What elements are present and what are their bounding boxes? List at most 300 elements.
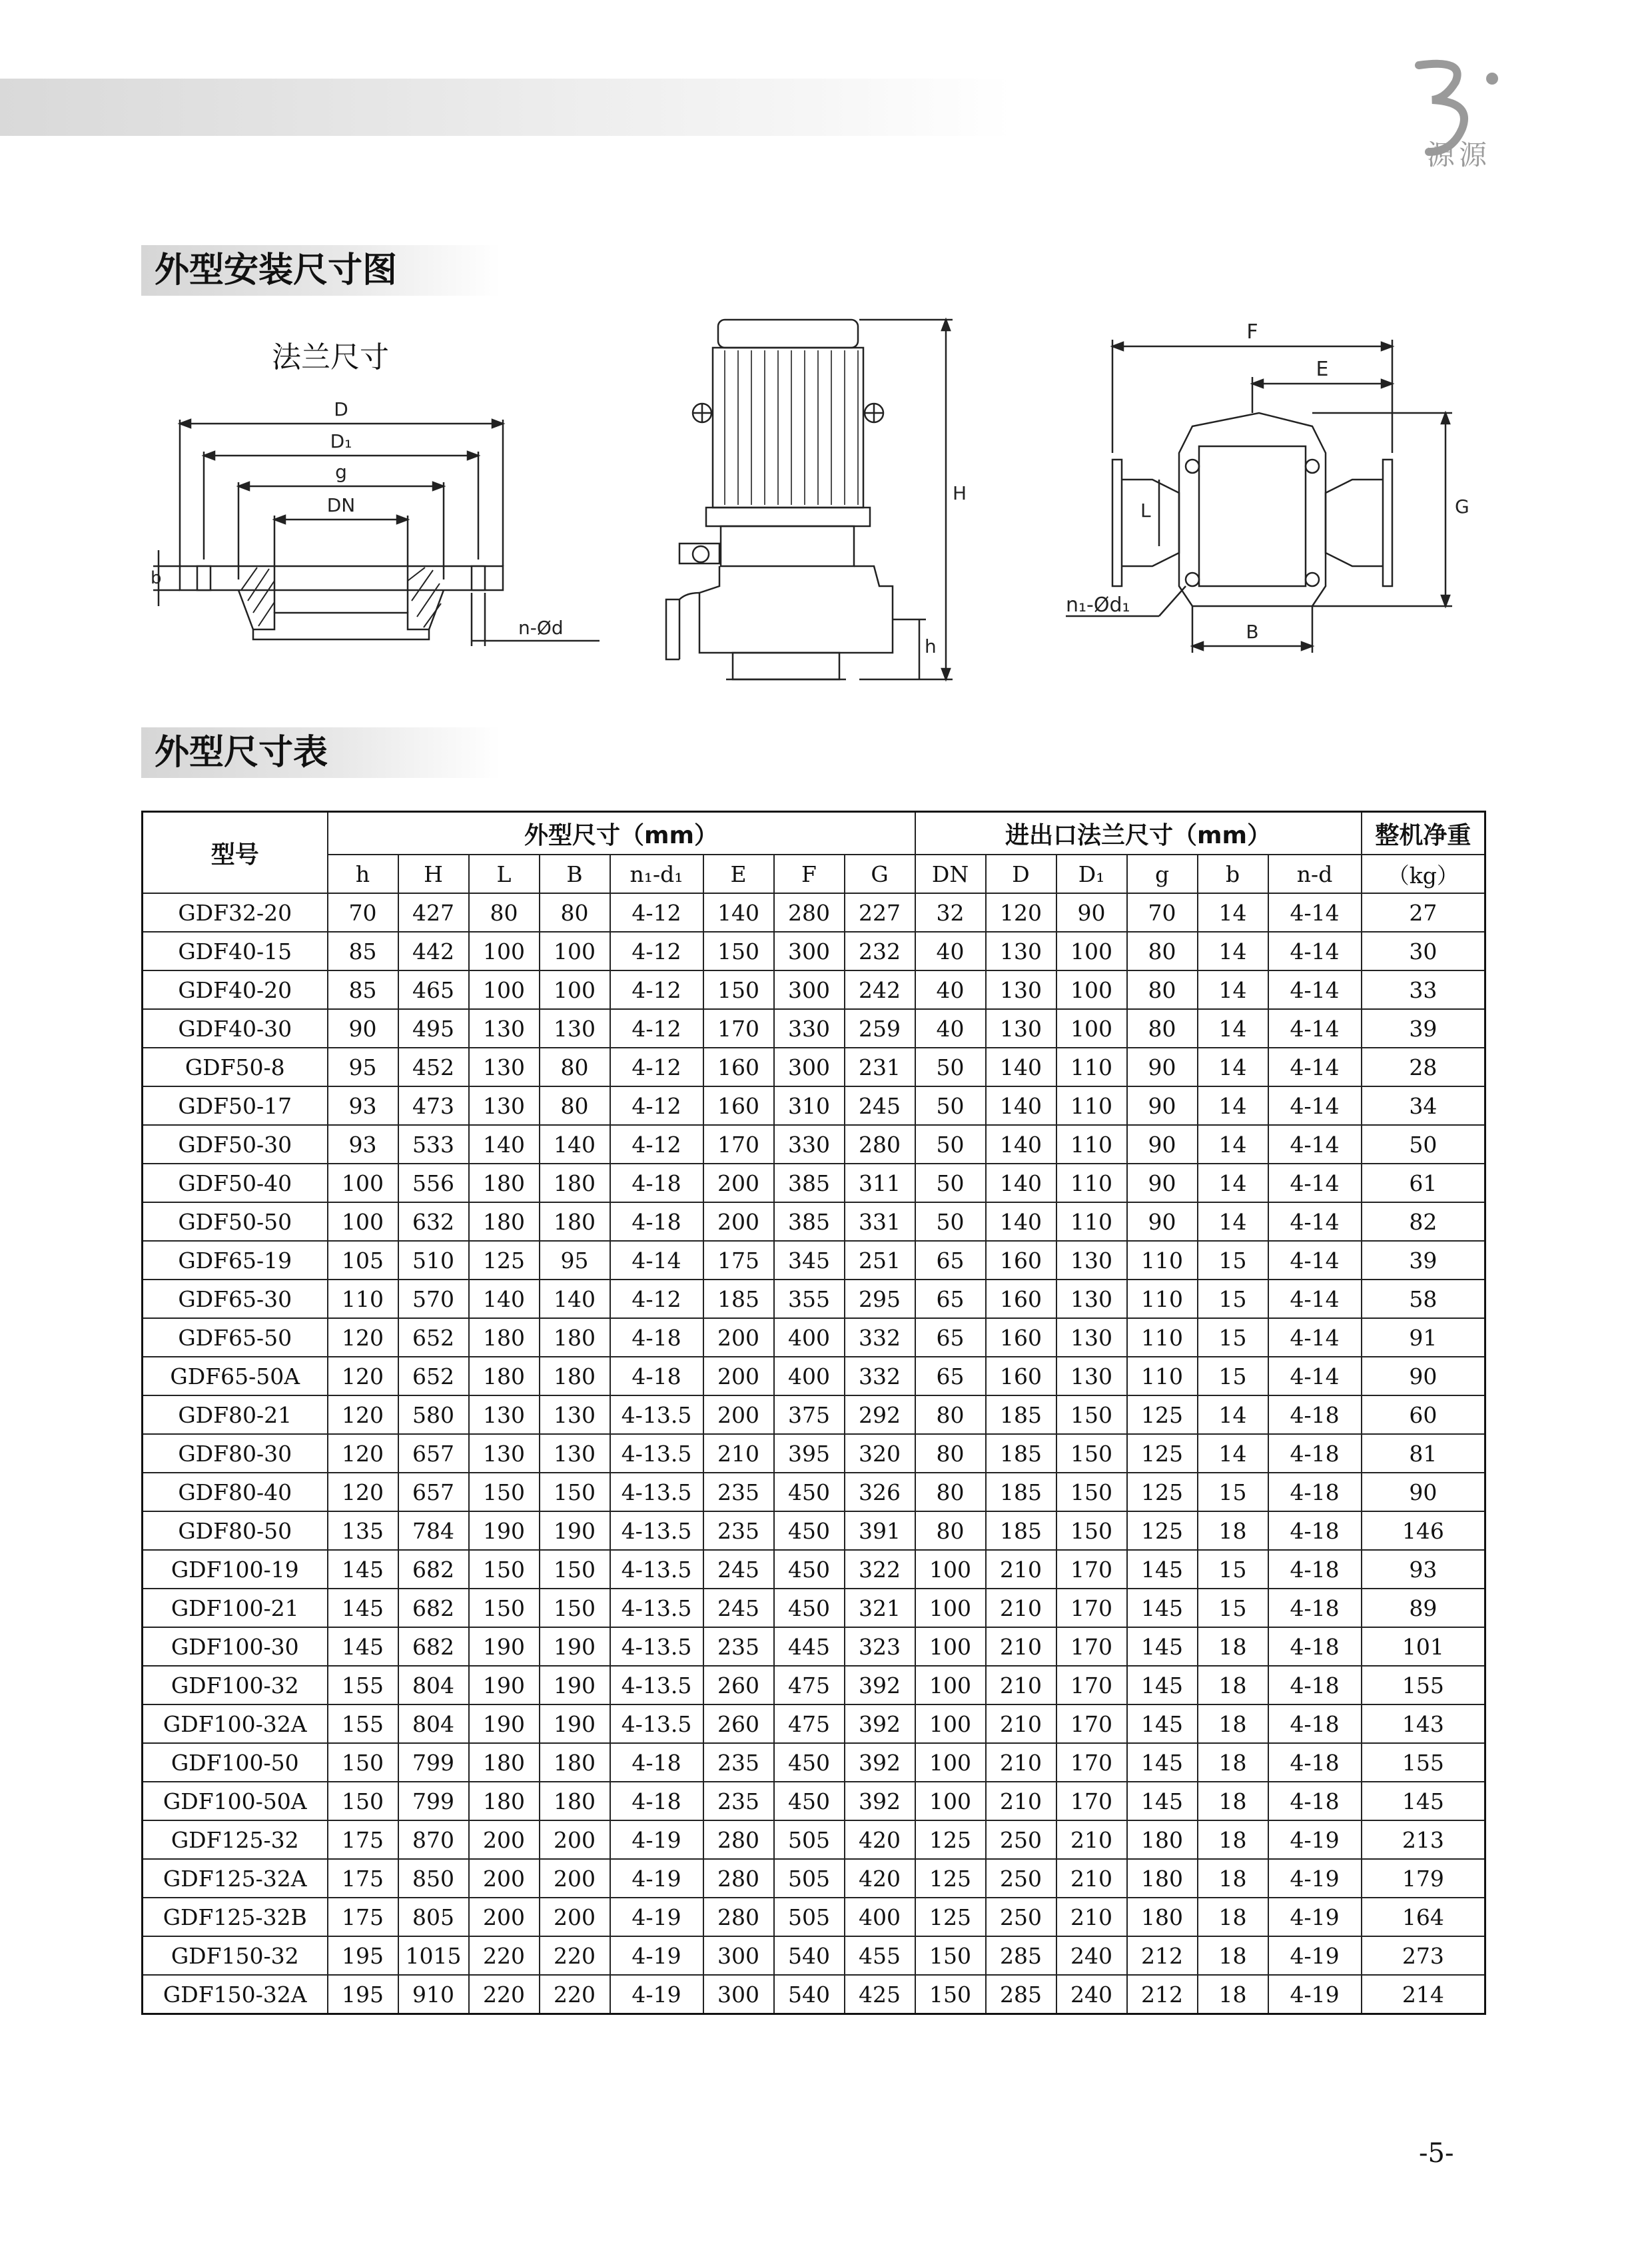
header-model: 型号 <box>143 812 328 894</box>
value-cell: 90 <box>1127 1202 1198 1241</box>
value-cell: 280 <box>845 1125 915 1164</box>
value-cell: 200 <box>703 1357 774 1395</box>
value-cell: 110 <box>1056 1164 1127 1202</box>
value-cell: 130 <box>540 1009 610 1048</box>
value-cell: 4-18 <box>1268 1511 1362 1550</box>
value-cell: 4-18 <box>1268 1743 1362 1782</box>
value-cell: 70 <box>328 893 398 932</box>
value-cell: 100 <box>1056 1009 1127 1048</box>
value-cell: 570 <box>398 1280 469 1318</box>
value-cell: 4-18 <box>1268 1589 1362 1627</box>
value-cell: 4-13.5 <box>610 1550 703 1589</box>
value-cell: 80 <box>540 1086 610 1125</box>
value-cell: 120 <box>328 1395 398 1434</box>
value-cell: 14 <box>1198 1202 1268 1241</box>
value-cell: 175 <box>328 1898 398 1936</box>
value-cell: 232 <box>845 932 915 970</box>
value-cell: 220 <box>469 1975 540 2014</box>
value-cell: 400 <box>845 1898 915 1936</box>
value-cell: 65 <box>915 1280 986 1318</box>
value-cell: 160 <box>986 1318 1056 1357</box>
flange-label-nd: n-Ød <box>518 617 564 639</box>
table-row <box>143 1086 1485 1125</box>
value-cell: 80 <box>915 1511 986 1550</box>
value-cell: 4-13.5 <box>610 1434 703 1473</box>
value-cell: 300 <box>774 970 845 1009</box>
value-cell: 4-14 <box>1268 1125 1362 1164</box>
value-cell: 4-13.5 <box>610 1511 703 1550</box>
value-cell: 250 <box>986 1898 1056 1936</box>
value-cell: 260 <box>703 1704 774 1743</box>
value-cell: 235 <box>703 1511 774 1550</box>
value-cell: 110 <box>1127 1280 1198 1318</box>
value-cell: 682 <box>398 1550 469 1589</box>
value-cell: 4-19 <box>610 1859 703 1898</box>
value-cell: 185 <box>986 1511 1056 1550</box>
value-cell: 130 <box>469 1395 540 1434</box>
value-cell: 27 <box>1362 893 1485 932</box>
value-cell: 250 <box>986 1820 1056 1859</box>
value-cell: 130 <box>986 1009 1056 1048</box>
value-cell: 110 <box>1127 1318 1198 1357</box>
value-cell: 452 <box>398 1048 469 1086</box>
value-cell: 50 <box>1362 1125 1485 1164</box>
value-cell: 100 <box>328 1164 398 1202</box>
value-cell: 180 <box>469 1357 540 1395</box>
value-cell: 34 <box>1362 1086 1485 1125</box>
value-cell: 110 <box>1056 1048 1127 1086</box>
value-cell: 200 <box>469 1898 540 1936</box>
value-cell: 450 <box>774 1589 845 1627</box>
value-cell: 395 <box>774 1434 845 1473</box>
value-cell: 150 <box>1056 1511 1127 1550</box>
value-cell: 4-13.5 <box>610 1704 703 1743</box>
value-cell: 18 <box>1198 1704 1268 1743</box>
value-cell: 110 <box>1056 1125 1127 1164</box>
value-cell: 15 <box>1198 1318 1268 1357</box>
value-cell: 50 <box>915 1125 986 1164</box>
value-cell: 150 <box>540 1473 610 1511</box>
value-cell: 323 <box>845 1627 915 1666</box>
model-cell: GDF150-32 <box>143 1936 328 1975</box>
col-n-d: n-d <box>1268 855 1362 893</box>
model-cell: GDF100-32 <box>143 1666 328 1704</box>
value-cell: 70 <box>1127 893 1198 932</box>
value-cell: 295 <box>845 1280 915 1318</box>
value-cell: 90 <box>1127 1125 1198 1164</box>
value-cell: 93 <box>1362 1550 1485 1589</box>
model-cell: GDF40-15 <box>143 932 328 970</box>
value-cell: 311 <box>845 1164 915 1202</box>
value-cell: 240 <box>1056 1975 1127 2014</box>
value-cell: 150 <box>1056 1473 1127 1511</box>
value-cell: 220 <box>469 1936 540 1975</box>
value-cell: 657 <box>398 1434 469 1473</box>
value-cell: 28 <box>1362 1048 1485 1086</box>
value-cell: 910 <box>398 1975 469 2014</box>
value-cell: 18 <box>1198 1936 1268 1975</box>
value-cell: 39 <box>1362 1009 1485 1048</box>
value-cell: 385 <box>774 1202 845 1241</box>
table-row <box>143 932 1485 970</box>
value-cell: 210 <box>986 1782 1056 1820</box>
value-cell: 18 <box>1198 1627 1268 1666</box>
value-cell: 145 <box>1127 1782 1198 1820</box>
value-cell: 4-19 <box>610 1975 703 2014</box>
value-cell: 15 <box>1198 1550 1268 1589</box>
value-cell: 130 <box>1056 1241 1127 1280</box>
value-cell: 180 <box>469 1743 540 1782</box>
value-cell: 320 <box>845 1434 915 1473</box>
value-cell: 235 <box>703 1473 774 1511</box>
value-cell: 251 <box>845 1241 915 1280</box>
value-cell: 200 <box>540 1820 610 1859</box>
value-cell: 652 <box>398 1318 469 1357</box>
value-cell: 200 <box>540 1859 610 1898</box>
model-cell: GDF50-30 <box>143 1125 328 1164</box>
model-cell: GDF65-50A <box>143 1357 328 1395</box>
value-cell: 285 <box>986 1975 1056 2014</box>
value-cell: 145 <box>1127 1589 1198 1627</box>
value-cell: 355 <box>774 1280 845 1318</box>
table-row <box>143 1898 1485 1936</box>
table-row <box>143 1704 1485 1743</box>
value-cell: 4-18 <box>610 1164 703 1202</box>
value-cell: 330 <box>774 1009 845 1048</box>
col-g: g <box>1127 855 1198 893</box>
value-cell: 18 <box>1198 1975 1268 2014</box>
dimension-table <box>141 811 1486 2015</box>
value-cell: 110 <box>1056 1202 1127 1241</box>
value-cell: 510 <box>398 1241 469 1280</box>
value-cell: 50 <box>915 1202 986 1241</box>
value-cell: 4-18 <box>1268 1473 1362 1511</box>
flange-label-DN: DN <box>326 494 356 516</box>
value-cell: 130 <box>1056 1357 1127 1395</box>
value-cell: 210 <box>986 1743 1056 1782</box>
value-cell: 140 <box>986 1048 1056 1086</box>
table-section-title: 外型尺寸表 <box>141 727 501 778</box>
value-cell: 100 <box>469 932 540 970</box>
value-cell: 4-18 <box>1268 1704 1362 1743</box>
col-D1: D₁ <box>1056 855 1127 893</box>
value-cell: 80 <box>469 893 540 932</box>
col-b: b <box>1198 855 1268 893</box>
value-cell: 4-12 <box>610 1125 703 1164</box>
value-cell: 164 <box>1362 1898 1485 1936</box>
value-cell: 450 <box>774 1743 845 1782</box>
value-cell: 145 <box>1127 1666 1198 1704</box>
col-H: H <box>398 855 469 893</box>
value-cell: 140 <box>540 1125 610 1164</box>
value-cell: 130 <box>986 932 1056 970</box>
value-cell: 140 <box>540 1280 610 1318</box>
value-cell: 445 <box>774 1627 845 1666</box>
value-cell: 140 <box>986 1202 1056 1241</box>
value-cell: 4-14 <box>1268 1318 1362 1357</box>
value-cell: 4-18 <box>1268 1782 1362 1820</box>
value-cell: 15 <box>1198 1589 1268 1627</box>
value-cell: 65 <box>915 1241 986 1280</box>
value-cell: 300 <box>703 1975 774 2014</box>
value-cell: 65 <box>915 1318 986 1357</box>
value-cell: 145 <box>1127 1704 1198 1743</box>
table-body <box>143 893 1485 2014</box>
value-cell: 90 <box>1127 1086 1198 1125</box>
value-cell: 805 <box>398 1898 469 1936</box>
value-cell: 235 <box>703 1743 774 1782</box>
value-cell: 4-13.5 <box>610 1395 703 1434</box>
value-cell: 870 <box>398 1820 469 1859</box>
value-cell: 145 <box>1127 1627 1198 1666</box>
value-cell: 160 <box>703 1086 774 1125</box>
table-row <box>143 1782 1485 1820</box>
value-cell: 14 <box>1198 893 1268 932</box>
header-outer-dims: 外型尺寸（mm） <box>328 812 915 855</box>
value-cell: 145 <box>328 1550 398 1589</box>
value-cell: 110 <box>1127 1357 1198 1395</box>
value-cell: 39 <box>1362 1241 1485 1280</box>
value-cell: 4-12 <box>610 932 703 970</box>
value-cell: 4-14 <box>1268 1086 1362 1125</box>
model-cell: GDF40-20 <box>143 970 328 1009</box>
value-cell: 145 <box>328 1627 398 1666</box>
value-cell: 145 <box>1362 1782 1485 1820</box>
value-cell: 392 <box>845 1743 915 1782</box>
value-cell: 14 <box>1198 1048 1268 1086</box>
col-G: G <box>845 855 915 893</box>
value-cell: 150 <box>703 970 774 1009</box>
model-cell: GDF50-17 <box>143 1086 328 1125</box>
value-cell: 245 <box>703 1550 774 1589</box>
side-label-h: h <box>925 635 937 657</box>
value-cell: 652 <box>398 1357 469 1395</box>
value-cell: 100 <box>469 970 540 1009</box>
value-cell: 4-14 <box>1268 1280 1362 1318</box>
value-cell: 14 <box>1198 1395 1268 1434</box>
value-cell: 280 <box>774 893 845 932</box>
value-cell: 40 <box>915 970 986 1009</box>
value-cell: 4-12 <box>610 970 703 1009</box>
value-cell: 135 <box>328 1511 398 1550</box>
value-cell: 4-19 <box>1268 1936 1362 1975</box>
value-cell: 101 <box>1362 1627 1485 1666</box>
value-cell: 150 <box>915 1975 986 2014</box>
value-cell: 505 <box>774 1898 845 1936</box>
value-cell: 170 <box>703 1125 774 1164</box>
value-cell: 150 <box>1056 1395 1127 1434</box>
value-cell: 210 <box>986 1627 1056 1666</box>
value-cell: 15 <box>1198 1473 1268 1511</box>
table-row <box>143 1434 1485 1473</box>
value-cell: 93 <box>328 1125 398 1164</box>
value-cell: 14 <box>1198 970 1268 1009</box>
value-cell: 100 <box>915 1782 986 1820</box>
value-cell: 150 <box>469 1550 540 1589</box>
value-cell: 150 <box>540 1550 610 1589</box>
value-cell: 442 <box>398 932 469 970</box>
value-cell: 385 <box>774 1164 845 1202</box>
value-cell: 245 <box>703 1589 774 1627</box>
model-cell: GDF125-32A <box>143 1859 328 1898</box>
value-cell: 90 <box>328 1009 398 1048</box>
value-cell: 120 <box>328 1318 398 1357</box>
table-row <box>143 1357 1485 1395</box>
value-cell: 540 <box>774 1975 845 2014</box>
value-cell: 140 <box>703 893 774 932</box>
value-cell: 125 <box>915 1898 986 1936</box>
value-cell: 212 <box>1127 1936 1198 1975</box>
value-cell: 250 <box>986 1859 1056 1898</box>
value-cell: 100 <box>328 1202 398 1241</box>
value-cell: 200 <box>703 1164 774 1202</box>
model-cell: GDF100-19 <box>143 1550 328 1589</box>
value-cell: 160 <box>986 1241 1056 1280</box>
value-cell: 300 <box>774 1048 845 1086</box>
value-cell: 273 <box>1362 1936 1485 1975</box>
value-cell: 18 <box>1198 1511 1268 1550</box>
value-cell: 4-14 <box>610 1241 703 1280</box>
top-label-L: L <box>1140 500 1151 522</box>
value-cell: 85 <box>328 970 398 1009</box>
value-cell: 100 <box>915 1589 986 1627</box>
value-cell: 4-19 <box>1268 1820 1362 1859</box>
value-cell: 90 <box>1056 893 1127 932</box>
value-cell: 259 <box>845 1009 915 1048</box>
value-cell: 180 <box>1127 1820 1198 1859</box>
value-cell: 231 <box>845 1048 915 1086</box>
table-row <box>143 1318 1485 1357</box>
value-cell: 170 <box>1056 1627 1127 1666</box>
value-cell: 120 <box>328 1434 398 1473</box>
value-cell: 185 <box>986 1473 1056 1511</box>
value-cell: 784 <box>398 1511 469 1550</box>
table-row <box>143 1859 1485 1898</box>
value-cell: 330 <box>774 1125 845 1164</box>
value-cell: 505 <box>774 1859 845 1898</box>
value-cell: 682 <box>398 1589 469 1627</box>
value-cell: 18 <box>1198 1820 1268 1859</box>
value-cell: 100 <box>915 1550 986 1589</box>
model-cell: GDF50-50 <box>143 1202 328 1241</box>
table-row <box>143 1125 1485 1164</box>
value-cell: 210 <box>1056 1820 1127 1859</box>
value-cell: 145 <box>1127 1550 1198 1589</box>
value-cell: 125 <box>469 1241 540 1280</box>
value-cell: 14 <box>1198 1125 1268 1164</box>
top-label-n1d1: n₁-Ød₁ <box>1066 593 1130 617</box>
value-cell: 150 <box>469 1589 540 1627</box>
table-row <box>143 970 1485 1009</box>
value-cell: 4-18 <box>1268 1395 1362 1434</box>
value-cell: 130 <box>469 1048 540 1086</box>
value-cell: 400 <box>774 1318 845 1357</box>
value-cell: 170 <box>1056 1550 1127 1589</box>
value-cell: 4-14 <box>1268 1357 1362 1395</box>
col-E: E <box>703 855 774 893</box>
value-cell: 65 <box>915 1357 986 1395</box>
model-cell: GDF80-50 <box>143 1511 328 1550</box>
table-row <box>143 1627 1485 1666</box>
value-cell: 15 <box>1198 1357 1268 1395</box>
value-cell: 180 <box>1127 1898 1198 1936</box>
value-cell: 60 <box>1362 1395 1485 1434</box>
value-cell: 4-14 <box>1268 1202 1362 1241</box>
value-cell: 180 <box>540 1202 610 1241</box>
value-cell: 50 <box>915 1164 986 1202</box>
model-cell: GDF150-32A <box>143 1975 328 2014</box>
value-cell: 4-19 <box>1268 1975 1362 2014</box>
value-cell: 220 <box>540 1936 610 1975</box>
table-row <box>143 1550 1485 1589</box>
value-cell: 143 <box>1362 1704 1485 1743</box>
value-cell: 18 <box>1198 1782 1268 1820</box>
value-cell: 105 <box>328 1241 398 1280</box>
value-cell: 185 <box>703 1280 774 1318</box>
value-cell: 300 <box>703 1936 774 1975</box>
value-cell: 170 <box>1056 1666 1127 1704</box>
value-cell: 89 <box>1362 1589 1485 1627</box>
col-D: D <box>986 855 1056 893</box>
value-cell: 210 <box>986 1589 1056 1627</box>
value-cell: 556 <box>398 1164 469 1202</box>
value-cell: 4-18 <box>1268 1550 1362 1589</box>
drawing-section-title: 外型安装尺寸图 <box>141 245 501 296</box>
value-cell: 331 <box>845 1202 915 1241</box>
value-cell: 473 <box>398 1086 469 1125</box>
value-cell: 140 <box>986 1125 1056 1164</box>
value-cell: 4-14 <box>1268 970 1362 1009</box>
table-row <box>143 1511 1485 1550</box>
flange-label-b: b <box>151 568 162 588</box>
table-row <box>143 1975 1485 2014</box>
value-cell: 4-19 <box>610 1936 703 1975</box>
value-cell: 850 <box>398 1859 469 1898</box>
value-cell: 175 <box>328 1820 398 1859</box>
value-cell: 18 <box>1198 1666 1268 1704</box>
value-cell: 4-18 <box>610 1318 703 1357</box>
value-cell: 235 <box>703 1782 774 1820</box>
value-cell: 175 <box>328 1859 398 1898</box>
value-cell: 799 <box>398 1743 469 1782</box>
value-cell: 799 <box>398 1782 469 1820</box>
value-cell: 200 <box>703 1318 774 1357</box>
value-cell: 150 <box>703 932 774 970</box>
value-cell: 427 <box>398 893 469 932</box>
value-cell: 160 <box>986 1357 1056 1395</box>
model-cell: GDF100-21 <box>143 1589 328 1627</box>
value-cell: 180 <box>1127 1859 1198 1898</box>
value-cell: 190 <box>540 1627 610 1666</box>
value-cell: 375 <box>774 1395 845 1434</box>
value-cell: 420 <box>845 1859 915 1898</box>
value-cell: 170 <box>703 1009 774 1048</box>
value-cell: 285 <box>986 1936 1056 1975</box>
value-cell: 150 <box>469 1473 540 1511</box>
value-cell: 190 <box>469 1627 540 1666</box>
value-cell: 80 <box>915 1395 986 1434</box>
page-number: -5- <box>1419 2138 1454 2169</box>
value-cell: 332 <box>845 1318 915 1357</box>
pump-side-view-drawing <box>659 306 979 693</box>
value-cell: 110 <box>1127 1241 1198 1280</box>
table-row <box>143 1743 1485 1782</box>
value-cell: 155 <box>1362 1666 1485 1704</box>
value-cell: 4-19 <box>1268 1898 1362 1936</box>
value-cell: 120 <box>328 1357 398 1395</box>
model-cell: GDF65-50 <box>143 1318 328 1357</box>
value-cell: 80 <box>540 1048 610 1086</box>
